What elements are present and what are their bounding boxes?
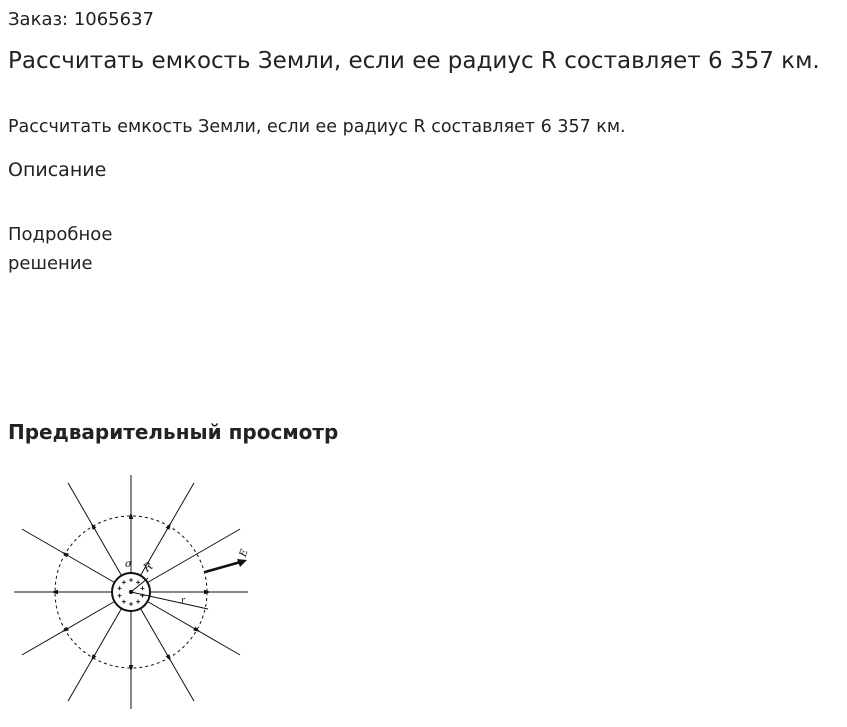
field-line [141, 609, 195, 702]
preview-figure [12, 472, 252, 712]
field-line [68, 483, 122, 576]
field-line-arrowhead [51, 590, 58, 594]
detailed-solution-label: Подробное решение [8, 224, 113, 274]
order-number: Заказ: 1065637 [8, 9, 154, 30]
field-vector-arrowhead [237, 559, 247, 567]
field-vector-arrow [205, 561, 244, 572]
field-label: E [237, 547, 251, 559]
field-line [68, 609, 122, 702]
distance-label: r [180, 595, 187, 607]
description-label: Описание [8, 159, 107, 181]
page-title: Рассчитать емкость Земли, если ее радиус R составляет 6 357 км. [8, 48, 820, 74]
sigma-label: σ [125, 559, 132, 570]
radius-label: R [140, 559, 156, 575]
charged-sphere-field-diagram [12, 472, 252, 712]
preview-heading: Предварительный просмотр [8, 420, 339, 444]
field-line-arrowhead [129, 512, 133, 519]
field-line-arrowhead [193, 627, 200, 632]
field-line [148, 602, 241, 656]
field-line-arrowhead [129, 665, 133, 672]
field-line [148, 529, 241, 583]
field-line [22, 529, 115, 583]
field-line [22, 602, 115, 656]
task-text: Рассчитать емкость Земли, если ее радиус R составляет 6 357 км. [8, 117, 626, 137]
